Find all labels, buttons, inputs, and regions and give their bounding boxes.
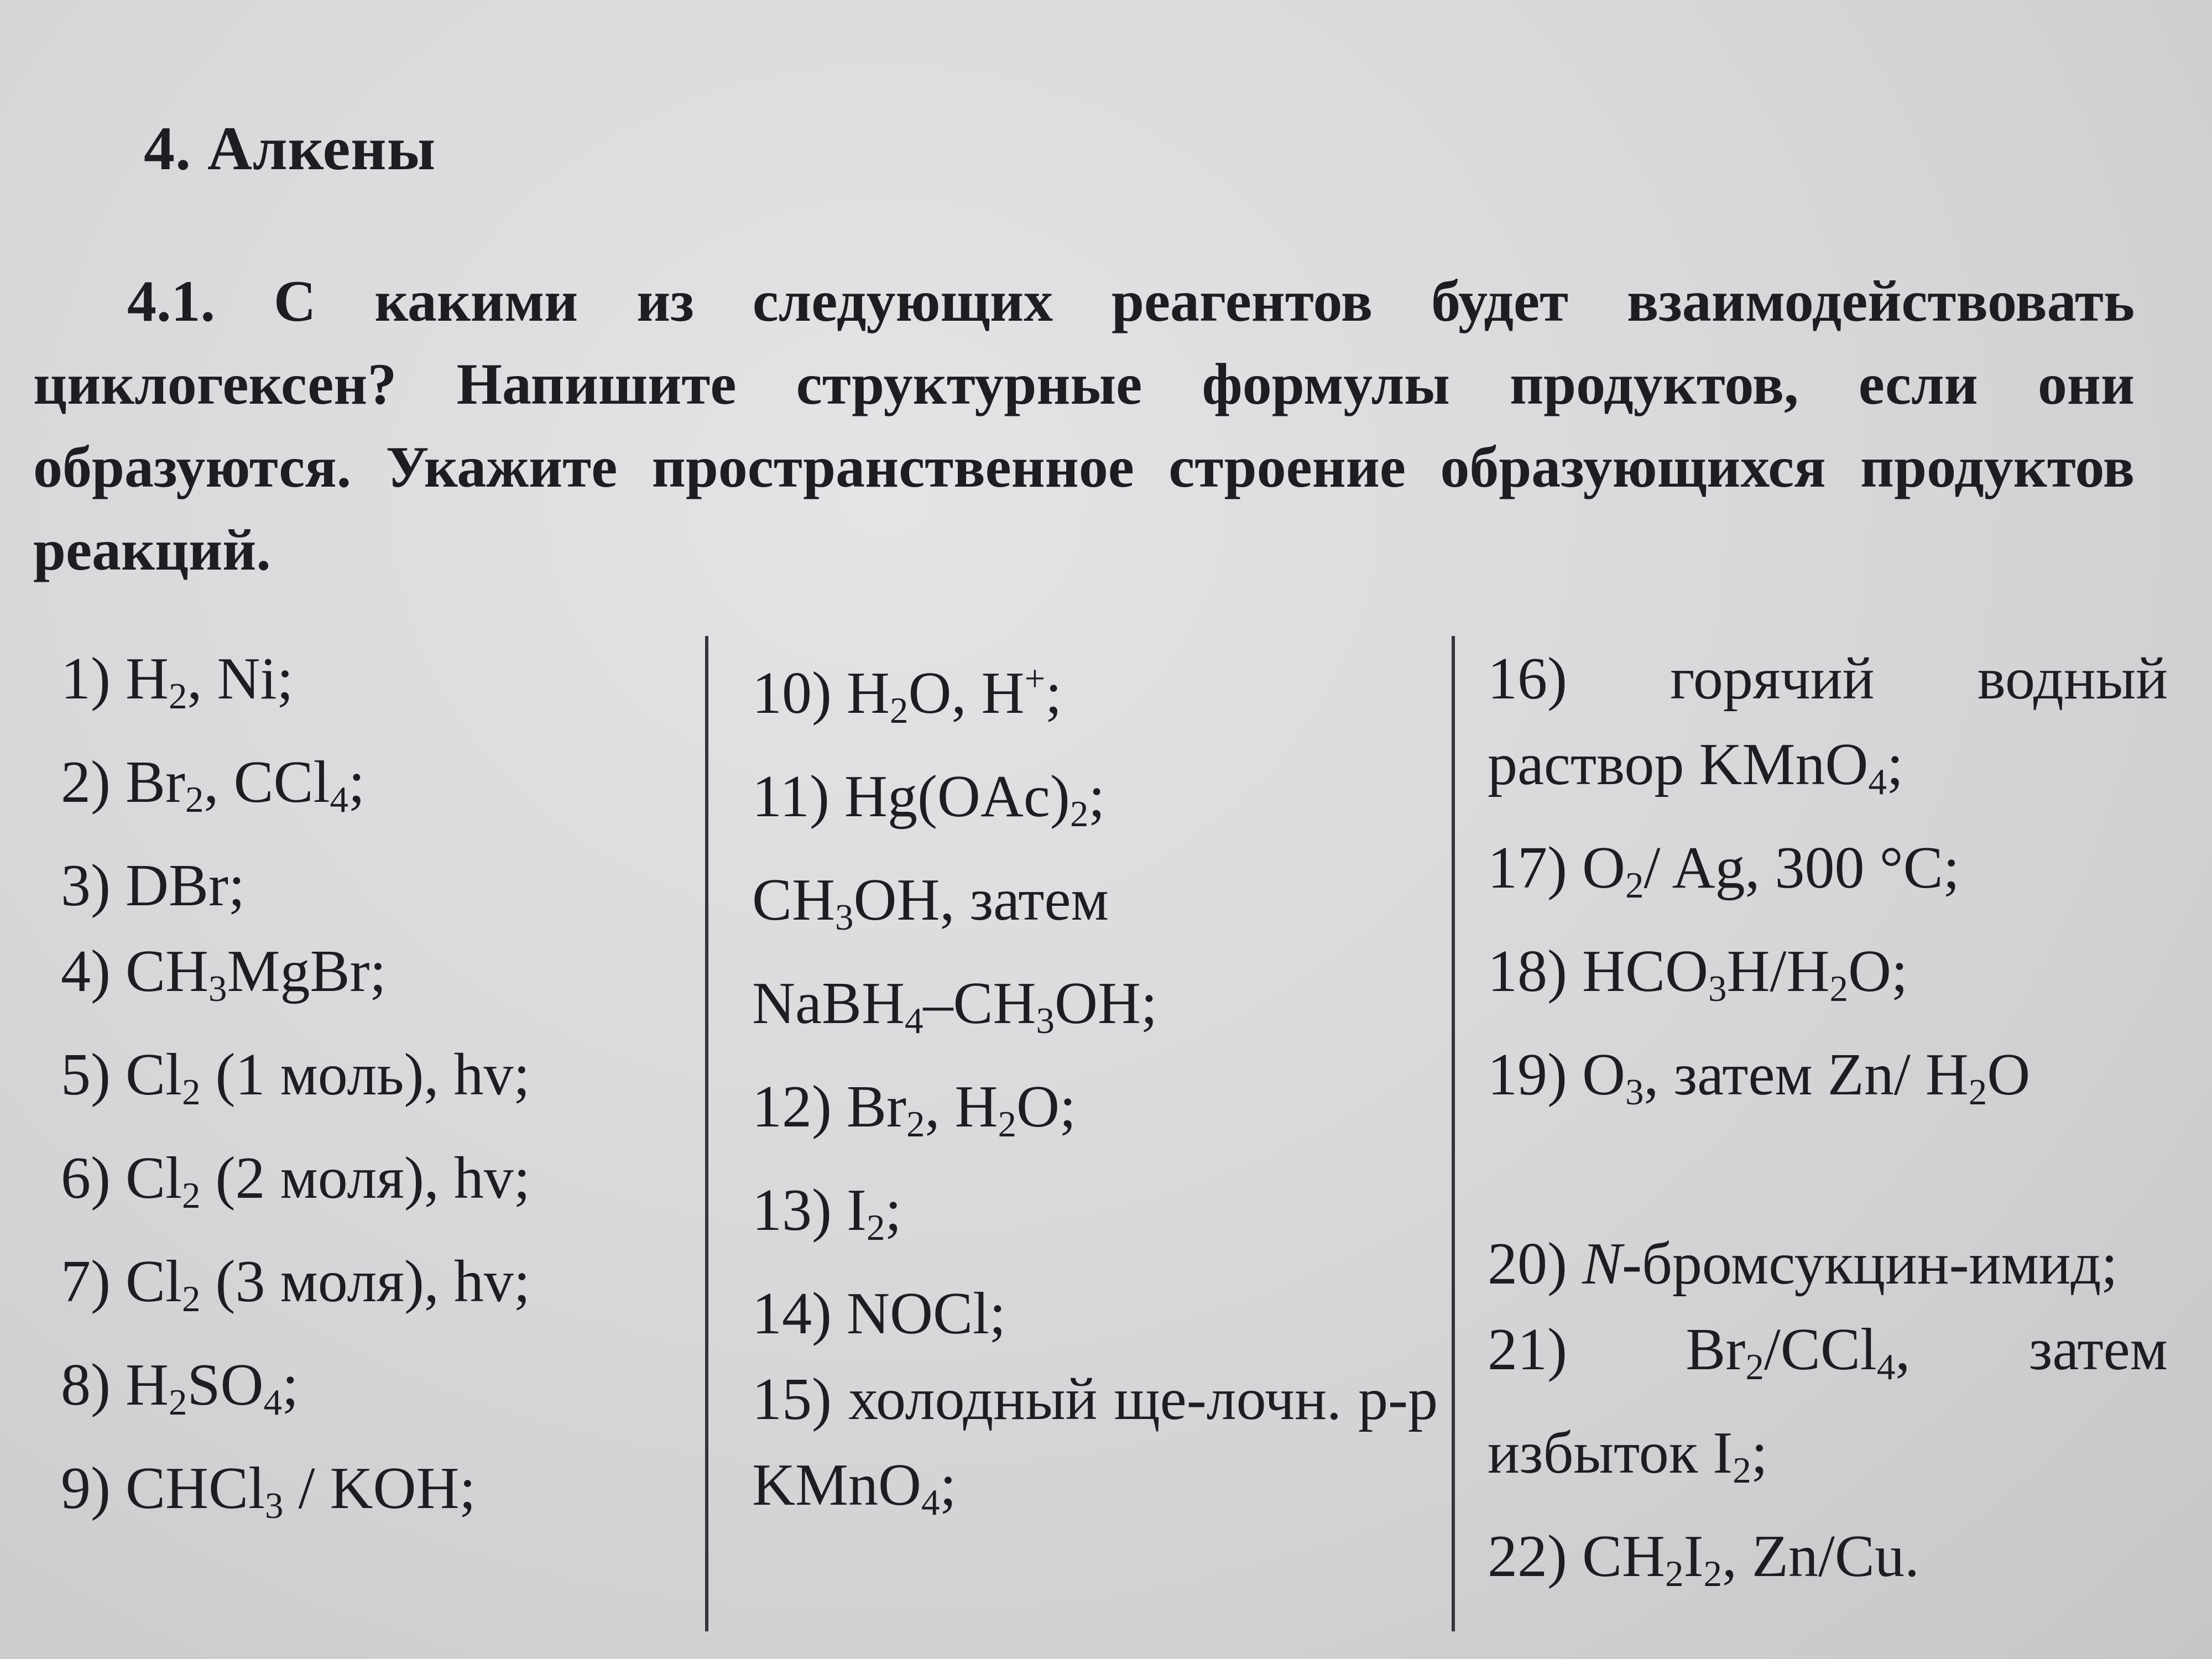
- column-divider: [705, 636, 708, 1631]
- reagent-item-14: 14) NOCl;: [752, 1281, 1006, 1347]
- reagent-item-4: 4) $CH_3MgBr$;: [61, 938, 387, 1009]
- reagent-item-22: 22) $CH_2I_2$, Zn/Cu.: [1488, 1524, 1919, 1594]
- reagent-item-11: 11) $Hg(OAc)_2$;: [752, 764, 1105, 834]
- task-text: 4.1. С какими из следующих реагентов будет взаимодействовать циклогексен? Напишите структурные формулы продуктов, если они образуются. Укажите пространственное строение образующихся продуктов реакций.: [33, 269, 2135, 582]
- reagent-columns: [0, 636, 2212, 1631]
- reagent-item-19: 19) $O_3$, затем Zn/ $H_2O$: [1488, 1042, 2031, 1113]
- reagent-item-7: 7) $Cl_2$ (3 моля), hv;: [61, 1249, 530, 1319]
- reagent-item-18: 18) $HCO_3H/H_2O$;: [1488, 938, 1908, 1009]
- reagent-item-11-line-3: $NaBH_4-CH_3OH$;: [752, 971, 1157, 1041]
- reagent-item-9: 9) CHCl$_3$ / KOH;: [61, 1455, 476, 1526]
- reagent-item-21: 21) $Br_2/CCl_4$, затем избыток $I_2$;: [1488, 1317, 2168, 1491]
- reagent-item-6: 6) $Cl_2$ (2 моля), hv;: [61, 1145, 530, 1216]
- reagent-item-16: 16) горячий водный раствор KMnO$_4$;: [1488, 646, 2168, 802]
- reagent-item-5: 5) $Cl_2$ (1 моль), hv;: [61, 1042, 530, 1113]
- reagent-item-13: 13) $I_2$;: [752, 1177, 902, 1248]
- reagent-item-8: 8) $H_2SO_4$;: [61, 1352, 299, 1423]
- reagent-column-3: [1488, 636, 2168, 1617]
- section-title: 4. Алкены: [144, 114, 436, 183]
- reagent-item-3: 3) DBr;: [61, 853, 245, 919]
- reagent-item-1: 1) $H_2$, Ni;: [61, 646, 294, 717]
- reagent-item-10: 10) $H_2O$, H+;: [752, 658, 1062, 731]
- reagent-item-2: 2) $Br_2$, CCl$_4$;: [61, 749, 366, 820]
- reagent-column-1: [61, 636, 686, 1549]
- reagent-item-15: 15) холодный ще-лочн. р-р KMnO$_4$;: [752, 1366, 1438, 1523]
- reagent-item-11-line-2: $CH_3OH$, затем: [752, 867, 1109, 938]
- reagent-item-17: 17) $O_2/$ Ag, 300 °C;: [1488, 835, 1960, 906]
- reagent-item-20: 20) N-бромсукцин-имид;: [1488, 1231, 2118, 1297]
- blank-line: [1488, 1135, 2168, 1221]
- reagent-item-12: 12) $Br_2$, $H_2O$;: [752, 1074, 1076, 1145]
- column-divider: [1452, 636, 1455, 1631]
- reagent-column-2: [752, 636, 1438, 1546]
